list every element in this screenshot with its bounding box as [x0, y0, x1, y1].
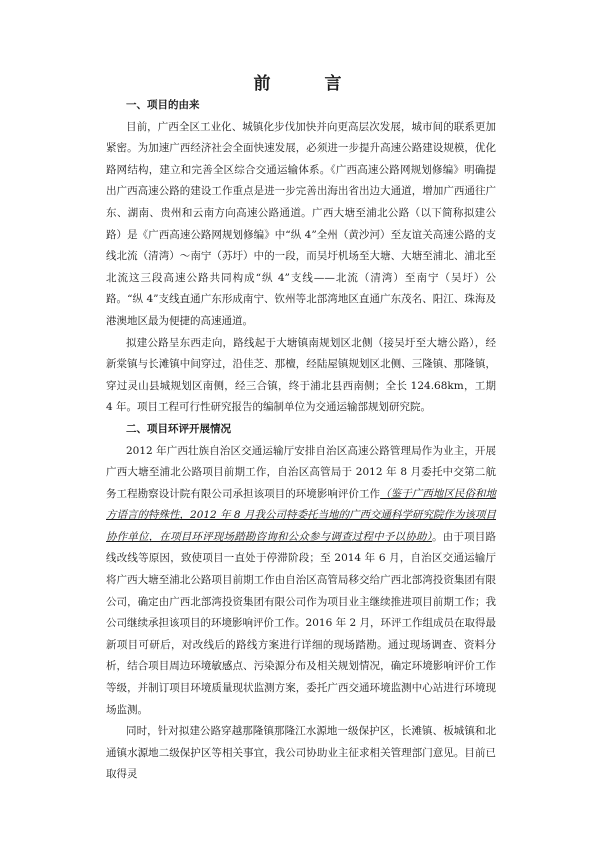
paragraph-route-description: 拟建公路呈东西走向，路线起于大塘镇南规划区北侧（接吴圩至大塘公路），经新棠镇与长滩镇中间穿过，沿佳芝、那檀，经陆屋镇规划区北侧、三隆镇、那隆镇，穿过灵山县城规划区南侧，经三合镇，终于浦北县西南侧；全长 124.68km，工期 4 年。项目工程可行性研究报告的编制单位为交通运输部规划研究院。 — [106, 336, 496, 414]
eia-history-text-start: 2012 年广西壮族自治区交通运输厅安排自治区高速公路管理局作为业主，开展广西大塘至浦北公路项目前期工作，自治区高管局于 2012 年 8 月委托中交第二航务工程勘察设计院有限公司承担该项目的环境影响评价工作 — [106, 444, 496, 500]
eia-history-underlined-note: （鉴于广西地区民俗和地方语言的特殊性，2012 年 8 月我公司特委托当地的广西交通科学研究院作为该项目协作单位，在项目环评现场踏勘咨询和公众参与调查过程中予以协助） — [106, 487, 497, 543]
page-title: 前 言 — [253, 74, 366, 94]
paragraph-water-source-consultation: 同时，针对拟建公路穿越那隆镇那隆江水源地一级保护区，长滩镇、板城镇和北通镇水源地二级保护区等相关事宜，我公司协助业主征求相关管理部门意见。目前已取得灵 — [106, 725, 496, 781]
section-heading-project-origin: 一、项目的由来 — [126, 99, 200, 111]
document-body — [106, 95, 496, 786]
paragraph-project-background: 目前，广西全区工业化、城镇化步伐加快并向更高层次发展，城市间的联系更加紧密。为加速广西经济社会全面快速发展，必须进一步提升高速公路建设规模，优化路网结构，建立和完善全区综合交通运输体系。《广西高速公路网规划修编》明确提出广西高速公路的建设工作重点是进一步完善出海出省出边大通道，增加广西通往广东、湖南、贵州和云南方向高速公路通道。广西大塘至浦北公路（以下简称拟建公路）是《广西高速公路网规划修编》中“纵 4”全州（黄沙河）至友谊关高速公路的支线北流（清湾）～南宁（苏圩）中的一段，而吴圩机场至大塘、大塘至浦北、浦北至北流这三段高速公路共同构成“纵 4”支线——北流（清湾）至南宁（吴圩）公路。“纵 4”支线直通广东形成南宁、钦州等北部湾地区直通广东茂名、阳江、珠海及港澳地区最为便捷的高速通道。 — [106, 120, 496, 327]
section-heading-eia-progress: 二、项目环评开展情况 — [126, 422, 231, 435]
paragraph-eia-history — [106, 441, 496, 722]
eia-history-text-end: 。由于项目路线改线等原因，致使项目一直处于停滞阶段；至 2014 年 6 月，自治区交通运输厅将广西大塘至浦北公路项目前期工作由自治区高管局移交给广西北部湾投资集团有限公司，确定由广西北部湾投资集团有限公司作为项目业主继续推进项目前期工作；我公司继续承担该项目的环境影响评价工作。2016 年 2 月，环评工作组成员在取得最新项目可研后，对改线后的路线方案进行详细的现场踏勘。通过现场调查、资料分析，结合项目周边环境敏感点、污染源分布及相关规划情况，确定环境影响评价工作等级，并制订项目环境质量现状监测方案，委托广西交通环境监测中心站进行环境现场监测。 — [106, 530, 496, 716]
